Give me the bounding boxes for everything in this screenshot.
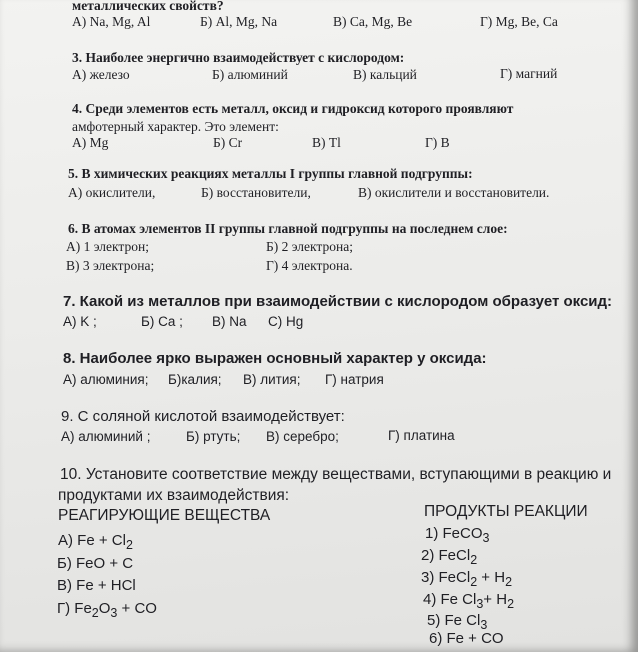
- product-5-a: 5) Fe Cl: [427, 612, 481, 629]
- q5-option-c: В) окислители и восстановители.: [358, 185, 550, 200]
- product-4-a: 4) Fe Cl: [423, 591, 477, 608]
- reagent-d-sub2: 3: [110, 606, 118, 620]
- q2-option-a: А) Na, Mg, Al: [72, 14, 151, 29]
- product-3-b: + H: [477, 569, 506, 586]
- q9-text: 9. С соляной кислотой взаимодействует:: [61, 408, 345, 425]
- product-4-sub2: 2: [507, 597, 515, 611]
- q6-option-a: А) 1 электрон;: [66, 239, 149, 254]
- q7-option-a: А) K ;: [63, 314, 97, 329]
- reagent-d-mid: O: [98, 600, 111, 617]
- q4-text-line1: 4. Среди элементов есть металл, оксид и гидроксид которого проявляют: [72, 101, 514, 116]
- q2-text: металлических свойств?: [72, 0, 224, 13]
- q4-option-a: А) Mg: [72, 135, 109, 150]
- product-1: [425, 525, 489, 545]
- product-4-sub1: 3: [476, 597, 484, 611]
- product-3-a: 3) FeCl: [421, 569, 471, 586]
- q6-option-c: В) 3 электрона;: [66, 258, 155, 273]
- q8-option-d: Г) натрия: [325, 372, 384, 387]
- product-1-sub: 3: [482, 531, 490, 545]
- q3-text: 3. Наиболее энергично взаимодействует с кислородом:: [72, 50, 405, 65]
- q5-text: 5. В химических реакциях металлы I группы главной подгруппы:: [68, 166, 473, 181]
- q6-option-d: Г) 4 электрона.: [266, 258, 353, 273]
- q5-option-a: А) окислители,: [68, 185, 156, 200]
- q10-text-line2: продуктами их взаимодействия:: [58, 487, 290, 504]
- q9-option-a: А) алюминий ;: [61, 429, 151, 444]
- product-3-sub1: 2: [470, 575, 478, 589]
- q5-option-b: Б) восстановители,: [201, 185, 311, 200]
- product-6-a: 6) Fe + CO: [429, 630, 504, 647]
- q2-option-b: Б) Al, Mg, Na: [200, 14, 278, 29]
- reagent-a-sub: 2: [125, 538, 133, 552]
- product-6: [429, 630, 504, 647]
- reagent-a: [58, 532, 133, 552]
- product-4: [423, 591, 514, 611]
- reagent-a-formula: А) Fe + Cl: [58, 532, 126, 549]
- q3-option-b: Б) алюминий: [212, 67, 288, 82]
- reagents-heading: РЕАГИРУЮЩИЕ ВЕЩЕСТВА: [58, 507, 271, 524]
- q10-text-line1: 10. Установите соответствие между веществами, вступающими в реакцию и: [60, 466, 612, 483]
- q8-option-c: В) лития;: [243, 372, 301, 387]
- reagent-b-formula: Б) FeO + C: [57, 555, 134, 572]
- reagent-d: [57, 600, 157, 620]
- q4-option-c: В) Tl: [312, 135, 341, 150]
- product-5-sub: 3: [480, 618, 488, 632]
- product-1-a: 1) FeCO: [425, 525, 483, 542]
- q2-option-d: Г) Mg, Be, Ca: [480, 14, 558, 29]
- product-3-sub2: 2: [505, 575, 513, 589]
- product-4-b: + H: [483, 591, 508, 608]
- q7-option-b: Б) Ca ;: [141, 314, 183, 329]
- reagent-c: [57, 577, 136, 594]
- products-heading: ПРОДУКТЫ РЕАКЦИИ: [424, 503, 588, 520]
- q2-option-c: В) Ca, Mg, Be: [333, 14, 413, 29]
- reagent-d-tail: + CO: [117, 600, 157, 617]
- q7-text: 7. Какой из металлов при взаимодействии с кислородом образует оксид:: [63, 293, 613, 310]
- q8-option-a: А) алюминия;: [63, 372, 149, 387]
- reagent-b: [57, 555, 133, 572]
- q6-option-b: Б) 2 электрона;: [266, 239, 353, 254]
- reagent-d-sub1: 2: [91, 606, 99, 620]
- q4-text-line2: амфотерный характер. Это элемент:: [72, 119, 279, 134]
- q9-option-c: В) серебро;: [266, 429, 339, 444]
- product-2-a: 2) FeCl: [421, 547, 471, 564]
- q9-option-d: Г) платина: [388, 428, 455, 443]
- q3-option-d: Г) магний: [500, 66, 558, 81]
- product-2: [421, 547, 477, 567]
- reagent-d-formula: Г) Fe: [57, 600, 92, 617]
- q7-option-d: С) Hg: [268, 314, 304, 329]
- q3-option-c: В) кальций: [353, 67, 417, 82]
- q7-option-c: В) Na: [212, 314, 247, 329]
- q9-option-b: Б) ртуть;: [186, 429, 241, 444]
- q6-text: 6. В атомах элементов II группы главной подгруппы на последнем слое:: [68, 221, 508, 236]
- q4-option-b: Б) Cr: [213, 135, 243, 150]
- product-3: [421, 569, 512, 589]
- q8-text: 8. Наиболее ярко выражен основный характер у оксида:: [63, 350, 487, 367]
- product-2-sub: 2: [470, 553, 478, 567]
- q8-option-b: Б)калия;: [168, 372, 222, 387]
- reagent-c-formula: В) Fe + HCl: [57, 577, 136, 594]
- q4-option-d: Г) В: [425, 135, 450, 150]
- product-5: [427, 612, 487, 632]
- q3-option-a: А) железо: [72, 67, 130, 82]
